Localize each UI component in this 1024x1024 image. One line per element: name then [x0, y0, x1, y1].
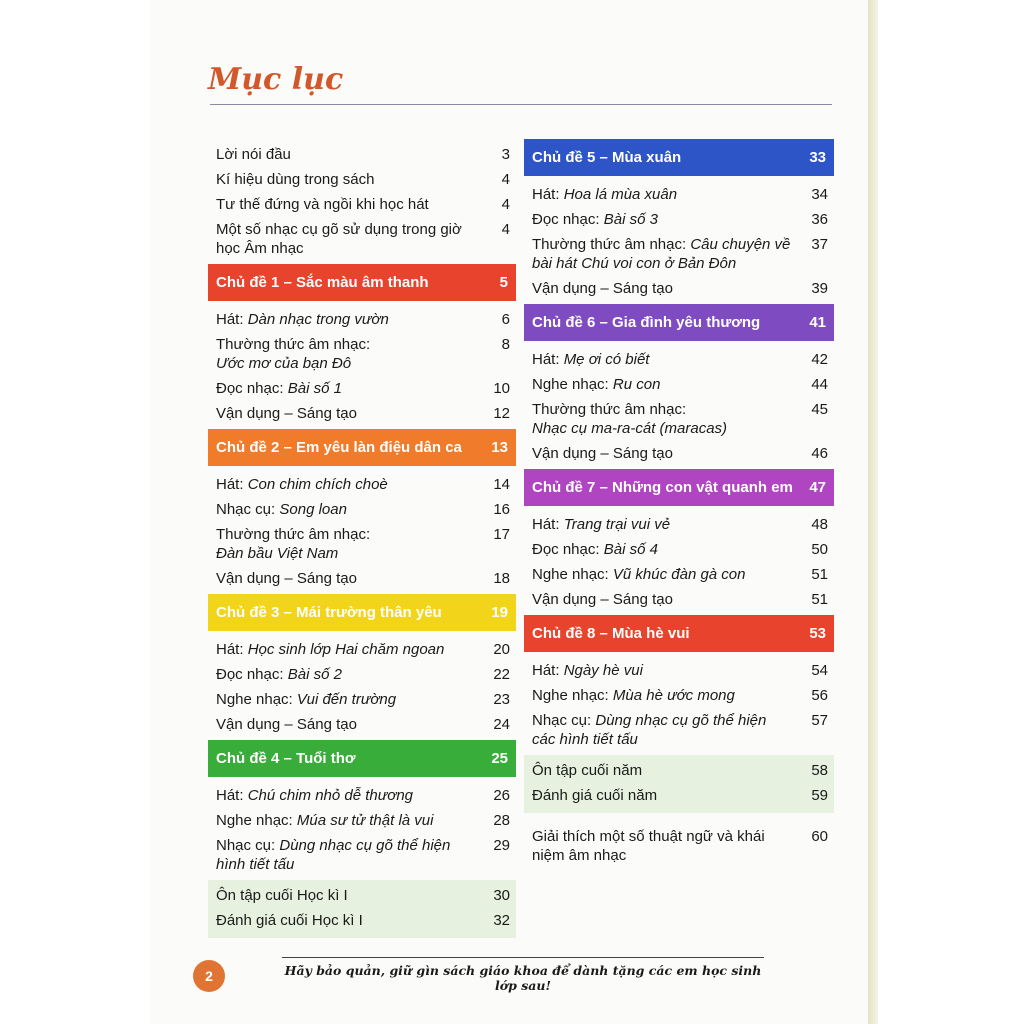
toc-entry-prefix: Thường thức âm nhạc: [216, 526, 371, 543]
chapter-header [208, 740, 516, 777]
toc-entry-label [216, 715, 484, 734]
toc-entry-label [532, 375, 802, 394]
toc-entry-title: Múa sư tử thật là vui [296, 812, 434, 829]
toc-page-number: 4 [501, 196, 510, 213]
toc-entry [208, 690, 516, 709]
toc-entry-title: Mùa hè ước mong [612, 687, 735, 704]
toc-page-number: 45 [811, 401, 828, 418]
chapter-title: Chủ đề 6 – Gia đình yêu thương [532, 314, 761, 331]
toc-entry [524, 279, 834, 298]
chapter-title: Chủ đề 1 – Sắc màu âm thanh [216, 274, 429, 291]
toc-entry-label [532, 235, 802, 273]
toc-entry-title: Tư thế đứng và ngồi khi học hát [216, 196, 429, 213]
toc-entry [208, 379, 516, 398]
toc-entry-prefix: Hát: [216, 311, 248, 328]
toc-entry [208, 170, 516, 189]
toc-entry-prefix: Nhạc cụ: [216, 501, 280, 518]
toc-entry-prefix: Nghe nhạc: [216, 691, 297, 708]
toc-entry-title: Một số nhạc cụ gõ sử dụng trong giờ học Âm nhạc [216, 221, 462, 257]
toc-page-number: 16 [493, 501, 510, 518]
toc-entry-label [532, 350, 802, 369]
review-block [524, 755, 834, 813]
toc-entry-label [532, 444, 802, 463]
toc-entry-label [216, 690, 484, 709]
toc-entry [208, 665, 516, 684]
toc-entry-label [532, 686, 802, 705]
toc-entry [524, 540, 834, 559]
toc-page-number: 30 [493, 887, 510, 904]
toc-entry-prefix: Thường thức âm nhạc: [216, 336, 371, 353]
toc-entry-label [532, 210, 802, 229]
toc-entry-label [532, 185, 802, 204]
toc-entry-label [216, 220, 484, 258]
toc-entry-prefix: Nhạc cụ: [532, 712, 596, 729]
toc-entry-label [216, 475, 484, 494]
chapter-page-number: 47 [809, 479, 826, 496]
toc-entry-title: Vận dụng – Sáng tạo [216, 405, 357, 422]
toc-entry-label [216, 310, 484, 329]
review-entry-label: Đánh giá cuối năm [532, 787, 658, 804]
toc-entry-title: Trang trại vui vẻ [563, 516, 671, 533]
toc-entry-title: Hoa lá mùa xuân [563, 186, 678, 203]
toc-entry-label [216, 665, 484, 684]
toc-entry-title: Chú chim nhỏ dễ thương [247, 787, 414, 804]
toc-entry-title: Câu chuyện về bài hát Chú voi con ở Bản Đôn [532, 236, 791, 272]
toc-page-number: 17 [493, 526, 510, 543]
toc-page-number: 42 [811, 351, 828, 368]
toc-entry-label [216, 195, 484, 214]
chapter-title: Chủ đề 4 – Tuổi thơ [216, 750, 356, 767]
toc-entry [208, 811, 516, 830]
toc-entry [208, 569, 516, 588]
toc-entry-prefix: Nghe nhạc: [532, 566, 613, 583]
chapter-header [208, 264, 516, 301]
review-entry-label: Ôn tập cuối năm [532, 762, 643, 779]
toc-page-number: 56 [811, 687, 828, 704]
toc-entry-title: Dàn nhạc trong vườn [247, 311, 389, 328]
toc-page-number: 26 [493, 787, 510, 804]
chapter-page-number: 33 [809, 149, 826, 166]
toc-entry-label [216, 170, 484, 189]
toc-page-number: 23 [493, 691, 510, 708]
toc-entry [208, 786, 516, 805]
toc-page-number: 50 [811, 541, 828, 558]
toc-entry-label [532, 661, 802, 680]
toc-page-number: 14 [493, 476, 510, 493]
toc-entry-label [532, 827, 802, 865]
toc-entry-title: Vận dụng – Sáng tạo [532, 445, 673, 462]
toc-entry [208, 500, 516, 519]
toc-page-number: 32 [493, 912, 510, 929]
toc-entry [524, 375, 834, 394]
toc-page-number: 44 [811, 376, 828, 393]
chapter-title: Chủ đề 5 – Mùa xuân [532, 149, 682, 166]
chapter-title: Chủ đề 3 – Mái trường thân yêu [216, 604, 442, 621]
footer-rule [282, 957, 764, 958]
review-entry [208, 911, 516, 930]
toc-right-column [524, 134, 834, 871]
toc-entry-title: Vui đến trường [296, 691, 397, 708]
chapter-header [524, 304, 834, 341]
toc-entry [524, 444, 834, 463]
toc-page-number: 60 [811, 828, 828, 845]
toc-entry-prefix: Hát: [532, 186, 564, 203]
toc-entry-label [216, 525, 484, 563]
page-title: Mục lục [208, 62, 344, 97]
toc-entry-title: Vận dụng – Sáng tạo [216, 716, 357, 733]
toc-entry-prefix: Đọc nhạc: [216, 666, 288, 683]
chapter-title: Chủ đề 2 – Em yêu làn điệu dân ca [216, 439, 462, 456]
toc-entry [524, 400, 834, 438]
chapter-page-number: 19 [491, 604, 508, 621]
toc-page-number: 59 [811, 787, 828, 804]
toc-page-number: 29 [493, 837, 510, 854]
toc-entry-label [532, 515, 802, 534]
toc-entry [208, 525, 516, 563]
toc-entry-label [216, 836, 484, 874]
review-entry-label: Ôn tập cuối Học kì I [216, 887, 348, 904]
toc-entry-title: Giải thích một số thuật ngữ và khái niệm âm nhạc [532, 828, 765, 864]
toc-page-number: 8 [501, 336, 510, 353]
toc-page-number: 36 [811, 211, 828, 228]
toc-page-number: 12 [493, 405, 510, 422]
toc-entry-title: Bài số 4 [603, 541, 658, 558]
toc-entry-title: Bài số 3 [603, 211, 658, 228]
chapter-page-number: 5 [499, 274, 508, 291]
toc-entry [524, 827, 834, 865]
toc-entry-prefix: Đọc nhạc: [532, 541, 604, 558]
toc-entry [208, 310, 516, 329]
toc-page-number: 28 [493, 812, 510, 829]
toc-page-number: 24 [493, 716, 510, 733]
toc-entry [208, 640, 516, 659]
chapter-page-number: 53 [809, 625, 826, 642]
toc-page-number: 37 [811, 236, 828, 253]
review-entry-label: Đánh giá cuối Học kì I [216, 912, 363, 929]
toc-entry [524, 590, 834, 609]
toc-page-number: 48 [811, 516, 828, 533]
toc-page-number: 20 [493, 641, 510, 658]
review-entry [208, 886, 516, 905]
toc-entry [208, 475, 516, 494]
toc-entry-title: Con chim chích choè [247, 476, 388, 493]
toc-entry-prefix: Nghe nhạc: [532, 687, 613, 704]
chapter-page-number: 41 [809, 314, 826, 331]
toc-entry-title: Vận dụng – Sáng tạo [216, 570, 357, 587]
toc-entry-label [532, 565, 802, 584]
toc-entry-title: Dùng nhạc cụ gõ thể hiện hình tiết tấu [216, 837, 451, 873]
toc-entry [208, 145, 516, 164]
toc-entry [524, 350, 834, 369]
chapter-title: Chủ đề 7 – Những con vật quanh em [532, 479, 793, 496]
toc-page-number: 34 [811, 186, 828, 203]
toc-page-number: 54 [811, 662, 828, 679]
toc-entry-title: Học sinh lớp Hai chăm ngoan [247, 641, 445, 658]
toc-page-number: 18 [493, 570, 510, 587]
toc-entry [524, 210, 834, 229]
title-underline [210, 104, 832, 105]
toc-page-number: 57 [811, 712, 828, 729]
review-entry [524, 786, 834, 805]
toc-page-number: 10 [493, 380, 510, 397]
toc-entry-title: Ước mơ của bạn Đô [216, 355, 352, 372]
toc-entry-title: Nhạc cụ ma-ra-cát (maracas) [532, 420, 728, 437]
chapter-header [208, 429, 516, 466]
footer-note: Hãy bảo quản, giữ gìn sách giáo khoa để dành tặng các em học sinh lớp sau! [284, 963, 762, 993]
toc-entry [524, 661, 834, 680]
toc-entry-title: Đàn bầu Việt Nam [216, 545, 339, 562]
toc-entry [524, 565, 834, 584]
toc-entry-label [532, 590, 802, 609]
toc-entry-label [216, 379, 484, 398]
toc-entry-title: Vận dụng – Sáng tạo [532, 591, 673, 608]
toc-entry-title: Dùng nhạc cụ gõ thể hiện các hình tiết tấu [532, 712, 767, 748]
toc-entry-prefix: Hát: [216, 476, 248, 493]
toc-entry-title: Song loan [279, 501, 347, 518]
toc-entry-label [216, 811, 484, 830]
chapter-title: Chủ đề 8 – Mùa hè vui [532, 625, 690, 642]
toc-entry-label [216, 404, 484, 423]
toc-entry-label [216, 500, 484, 519]
toc-page-number: 4 [501, 221, 510, 238]
toc-page-number: 22 [493, 666, 510, 683]
toc-page-number: 51 [811, 591, 828, 608]
toc-entry-title: Mẹ ơi có biết [563, 351, 650, 368]
toc-left-column [208, 145, 516, 952]
toc-entry-prefix: Hát: [532, 516, 564, 533]
toc-entry-prefix: Thường thức âm nhạc: [532, 401, 687, 418]
toc-entry-label [216, 145, 484, 164]
chapter-page-number: 25 [491, 750, 508, 767]
toc-entry-title: Vận dụng – Sáng tạo [532, 280, 673, 297]
toc-entry-prefix: Đọc nhạc: [532, 211, 604, 228]
toc-entry-label [532, 540, 802, 559]
chapter-page-number: 13 [491, 439, 508, 456]
toc-entry-label [532, 711, 802, 749]
review-block [208, 880, 516, 938]
toc-page-number: 6 [501, 311, 510, 328]
chapter-header [524, 469, 834, 506]
toc-entry [208, 195, 516, 214]
toc-entry-title: Lời nói đầu [216, 146, 291, 163]
toc-page-number: 46 [811, 445, 828, 462]
page-number-badge [193, 960, 225, 992]
toc-entry-prefix: Thường thức âm nhạc: [532, 236, 691, 253]
toc-entry [524, 686, 834, 705]
toc-entry [208, 404, 516, 423]
toc-entry-label [216, 640, 484, 659]
toc-entry-label [216, 569, 484, 588]
toc-entry [208, 335, 516, 373]
toc-entry-prefix: Hát: [532, 662, 564, 679]
toc-page-number: 51 [811, 566, 828, 583]
toc-entry-title: Kí hiệu dùng trong sách [216, 171, 375, 188]
toc-entry-title: Vũ khúc đàn gà con [612, 566, 746, 583]
chapter-header [208, 594, 516, 631]
toc-entry-prefix: Nghe nhạc: [216, 812, 297, 829]
toc-entry [524, 515, 834, 534]
toc-entry-label [216, 335, 484, 373]
toc-entry-prefix: Đọc nhạc: [216, 380, 288, 397]
toc-entry-prefix: Hát: [532, 351, 564, 368]
page-number: 2 [205, 968, 213, 984]
review-entry [524, 761, 834, 780]
toc-entry-title: Ru con [612, 376, 661, 393]
toc-entry-prefix: Hát: [216, 787, 248, 804]
toc-entry-prefix: Nhạc cụ: [216, 837, 280, 854]
toc-entry [524, 185, 834, 204]
toc-page-number: 58 [811, 762, 828, 779]
toc-entry-title: Ngày hè vui [563, 662, 643, 679]
toc-entry-title: Bài số 2 [287, 666, 342, 683]
chapter-header [524, 139, 834, 176]
toc-entry-label [532, 279, 802, 298]
toc-page-number: 3 [501, 146, 510, 163]
toc-entry-prefix: Hát: [216, 641, 248, 658]
toc-entry [208, 836, 516, 874]
page-edge [868, 0, 878, 1024]
toc-page-number: 39 [811, 280, 828, 297]
chapter-header [524, 615, 834, 652]
toc-entry-label [532, 400, 802, 438]
toc-entry [524, 235, 834, 273]
toc-entry [208, 220, 516, 258]
toc-entry [208, 715, 516, 734]
toc-entry [524, 711, 834, 749]
toc-entry-title: Bài số 1 [287, 380, 342, 397]
toc-page-number: 4 [501, 171, 510, 188]
toc-entry-label [216, 786, 484, 805]
toc-entry-prefix: Nghe nhạc: [532, 376, 613, 393]
